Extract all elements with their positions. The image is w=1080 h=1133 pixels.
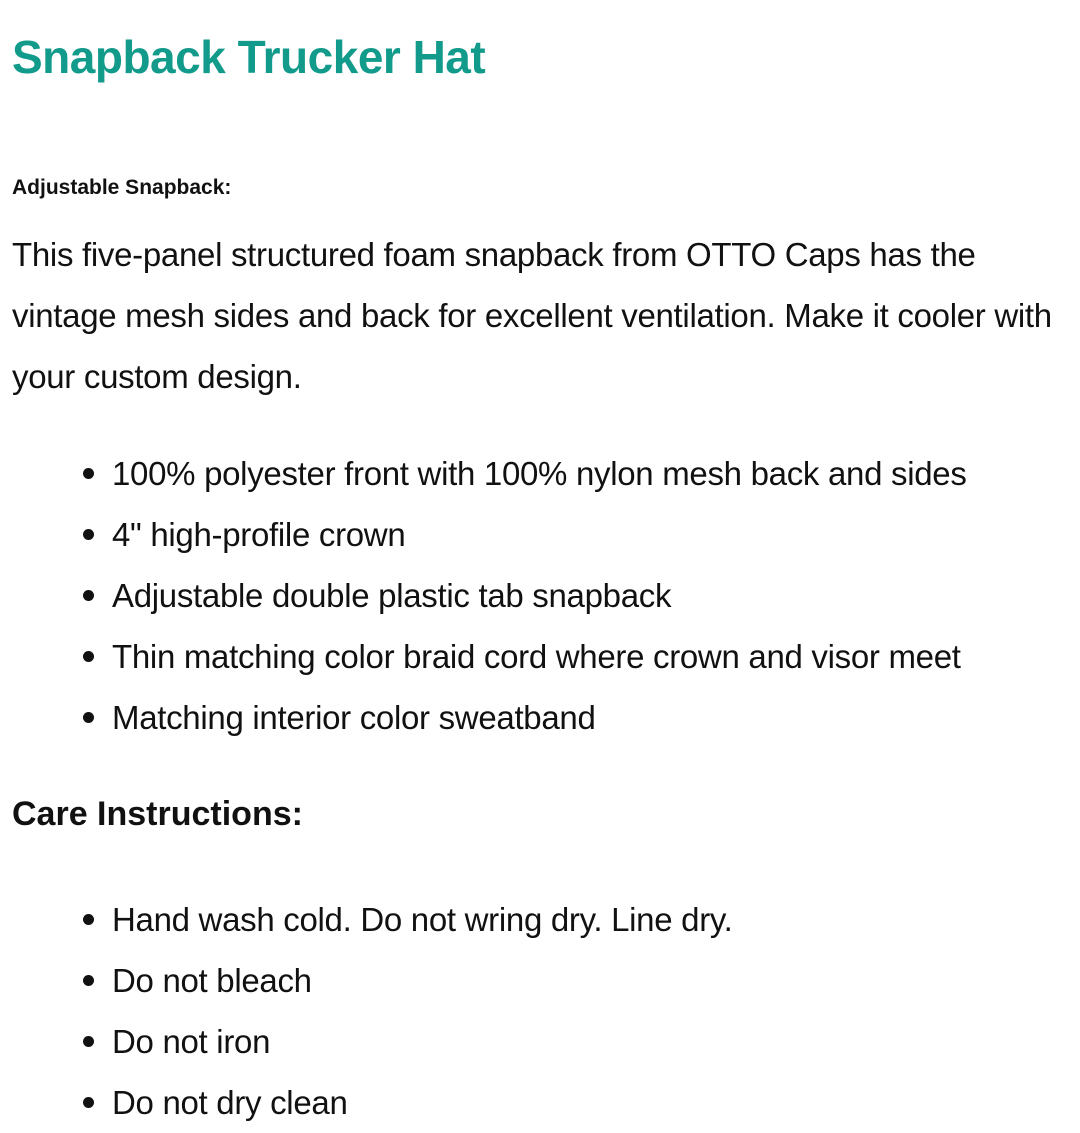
list-item: [12, 565, 1072, 626]
list-item: [12, 626, 1072, 687]
bullet-icon: [83, 914, 94, 925]
list-item: [12, 504, 1072, 565]
care-heading: Care Instructions:: [12, 795, 303, 833]
feature-text: Adjustable double plastic tab snapback: [112, 577, 672, 614]
list-item: [12, 687, 1072, 748]
care-list: [12, 889, 1072, 1133]
product-title: Snapback Trucker Hat: [12, 31, 486, 83]
care-text: Do not iron: [112, 1023, 271, 1060]
list-item: [12, 1072, 1072, 1133]
care-text: Do not bleach: [112, 962, 312, 999]
bullet-icon: [83, 590, 94, 601]
bullet-icon: [83, 975, 94, 986]
bullet-icon: [83, 1036, 94, 1047]
feature-text: 4" high-profile crown: [112, 516, 406, 553]
feature-list: [12, 443, 1072, 748]
care-text: Hand wash cold. Do not wring dry. Line dry.: [112, 901, 733, 938]
feature-text: Thin matching color braid cord where crown and visor meet: [112, 638, 961, 675]
bullet-icon: [83, 468, 94, 479]
bullet-icon: [83, 529, 94, 540]
bullet-icon: [83, 712, 94, 723]
product-description-text: This five-panel structured foam snapback from OTTO Caps has the vintage mesh sides and back for excellent ventilation. Make it cooler with your custom design.: [12, 236, 1052, 395]
bullet-icon: [83, 651, 94, 662]
bullet-icon: [83, 1097, 94, 1108]
feature-text: 100% polyester front with 100% nylon mesh back and sides: [112, 455, 967, 492]
list-item: [12, 443, 1072, 504]
list-item: [12, 1011, 1072, 1072]
feature-text: Matching interior color sweatband: [112, 699, 596, 736]
care-text: Do not dry clean: [112, 1084, 348, 1121]
section-subheading: Adjustable Snapback:: [12, 176, 232, 199]
list-item: [12, 889, 1072, 950]
list-item: [12, 950, 1072, 1011]
